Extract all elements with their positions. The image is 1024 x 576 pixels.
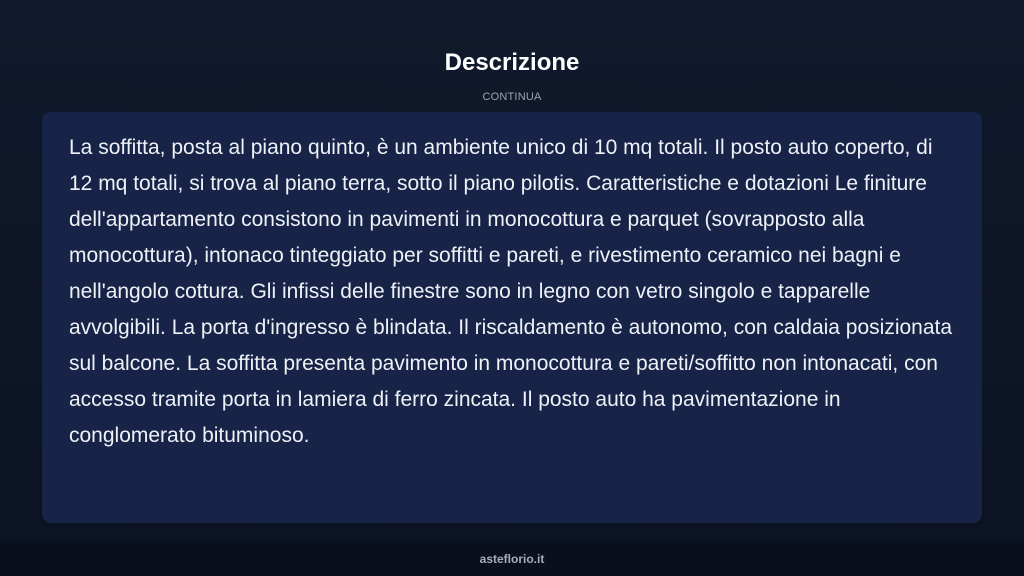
description-text: La soffitta, posta al piano quinto, è un ambiente unico di 10 mq totali. Il posto auto coperto, di 12 mq totali, si trova al piano terra, sotto il piano pilotis. Caratteristiche e dotazioni Le finiture dell'appartamento consistono in pavimenti in monocottura e parquet (sovrapposto alla monocottura), intonaco tinteggiato per soffitti e pareti, e rivestimento ceramico nei bagni e nell'angolo cottura. Gli infissi delle finestre sono in legno con vetro singolo e tapparelle avvolgibili. La porta d'ingresso è blindata. Il riscaldamento è autonomo, con caldaia posizionata sul balcone. La soffitta presenta pavimento in monocottura e pareti/soffitto non intonacati, con accesso tramite porta in lamiera di ferro zincata. Il posto auto ha pavimentazione in conglomerato bituminoso.: [69, 136, 953, 447]
page-header: [0, 48, 1024, 104]
description-card: [42, 112, 982, 523]
footer-bar: [0, 543, 1024, 576]
page-subtitle: CONTINUA: [482, 91, 542, 103]
footer-site-label: asteflorio.it: [479, 552, 545, 566]
page-title: Descrizione: [444, 49, 580, 76]
